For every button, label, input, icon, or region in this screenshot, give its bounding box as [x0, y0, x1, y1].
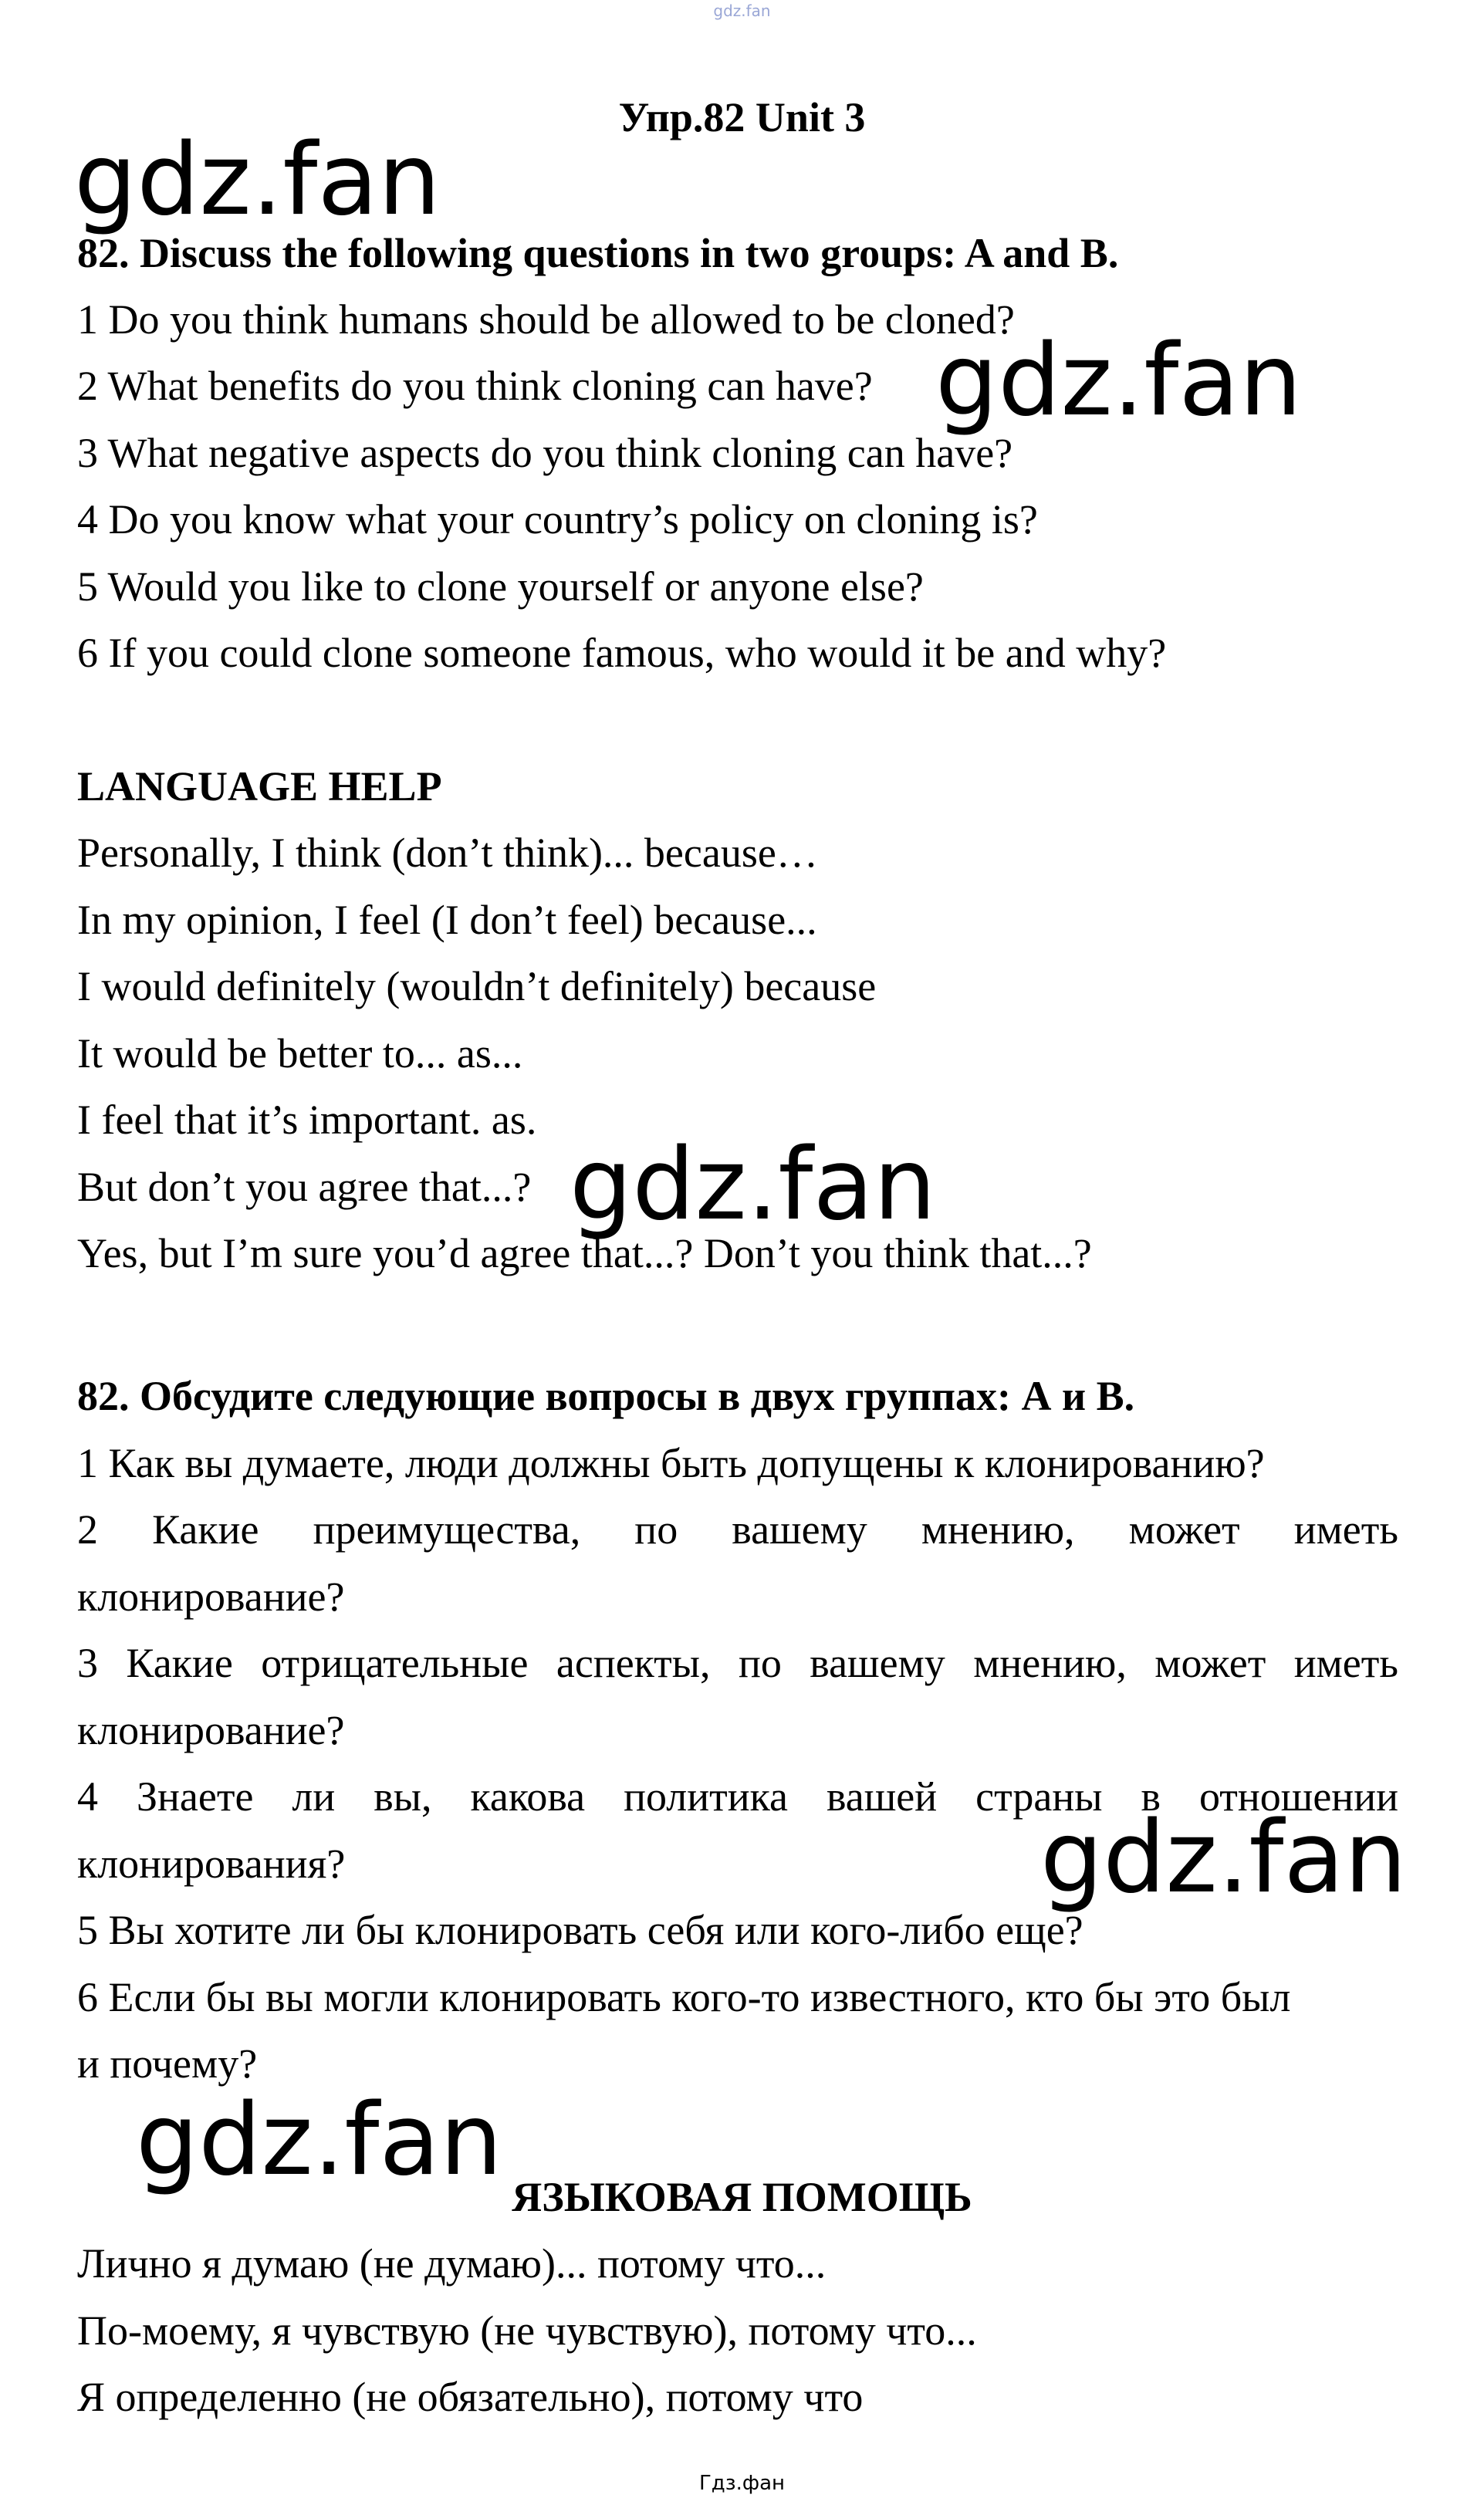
russian-question-6-cont: и почему? [77, 2040, 258, 2087]
english-question-3: 3 What negative aspects do you think cloning can have? [77, 430, 1013, 476]
english-question-5: 5 Would you like to clone yourself or anyone else? [77, 563, 924, 610]
english-heading: 82. Discuss the following questions in two groups: A and B. [77, 230, 1119, 276]
russian-question-3: 3 Какие отрицательные аспекты, по вашему мнению, может иметь [77, 1640, 1398, 1686]
watermark: gdz.fan [74, 123, 441, 238]
english-phrase-7: Yes, but I’m sure you’d agree that...? Don’t you think that...? [77, 1230, 1092, 1276]
russian-question-4: 4 Знаете ли вы, какова политика вашей страны в отношении [77, 1773, 1398, 1820]
watermark: gdz.fan [136, 2083, 502, 2198]
english-phrase-5: I feel that it’s important. as. [77, 1097, 537, 1143]
russian-question-4-cont: клонирования? [77, 1841, 346, 1887]
english-question-6: 6 If you could clone someone famous, who would it be and why? [77, 630, 1167, 676]
english-phrase-6: But don’t you agree that...? [77, 1164, 532, 1210]
russian-language-help-heading: ЯЗЫКОВАЯ ПОМОЩЬ [512, 2174, 972, 2220]
russian-heading: 82. Обсудите следующие вопросы в двух группах: А и В. [77, 1373, 1135, 1419]
language-help-heading: LANGUAGE HELP [77, 763, 442, 810]
watermark: gdz.fan [1040, 1800, 1407, 1915]
english-phrase-4: It would be better to... as... [77, 1030, 523, 1077]
russian-question-1: 1 Как вы думаете, люди должны быть допущены к клонированию? [77, 1440, 1265, 1486]
footer-label: Гдз.фан [698, 2472, 786, 2495]
english-phrase-2: In my opinion, I feel (I don’t feel) because... [77, 897, 817, 943]
russian-phrase-1: Лично я думаю (не думаю)... потому что... [77, 2240, 827, 2287]
watermark: gdz.fan [570, 1127, 936, 1242]
russian-question-5: 5 Вы хотите ли бы клонировать себя или кого-либо еще? [77, 1907, 1083, 1953]
page-title: Упр.82 Unit 3 [618, 94, 866, 140]
russian-question-2: 2 Какие преимущества, по вашему мнению, может иметь [77, 1506, 1398, 1553]
russian-question-2-cont: клонирование? [77, 1574, 345, 1620]
english-question-1: 1 Do you think humans should be allowed to be cloned? [77, 296, 1015, 343]
top-watermark: gdz.fan [713, 2, 771, 20]
english-phrase-1: Personally, I think (don’t think)... because… [77, 830, 818, 876]
russian-question-6: 6 Если бы вы могли клонировать кого-то известного, кто бы это был [77, 1974, 1291, 2020]
russian-question-3-cont: клонирование? [77, 1707, 345, 1753]
russian-phrase-2: По-моему, я чувствую (не чувствую), потому что... [77, 2307, 977, 2354]
english-question-4: 4 Do you know what your country’s policy on cloning is? [77, 496, 1038, 543]
russian-phrase-3: Я определенно (не обязательно), потому что [77, 2374, 864, 2420]
english-question-2: 2 What benefits do you think cloning can have? [77, 363, 873, 409]
watermark: gdz.fan [935, 323, 1302, 438]
english-phrase-3: I would definitely (wouldn’t definitely) because [77, 963, 877, 1009]
